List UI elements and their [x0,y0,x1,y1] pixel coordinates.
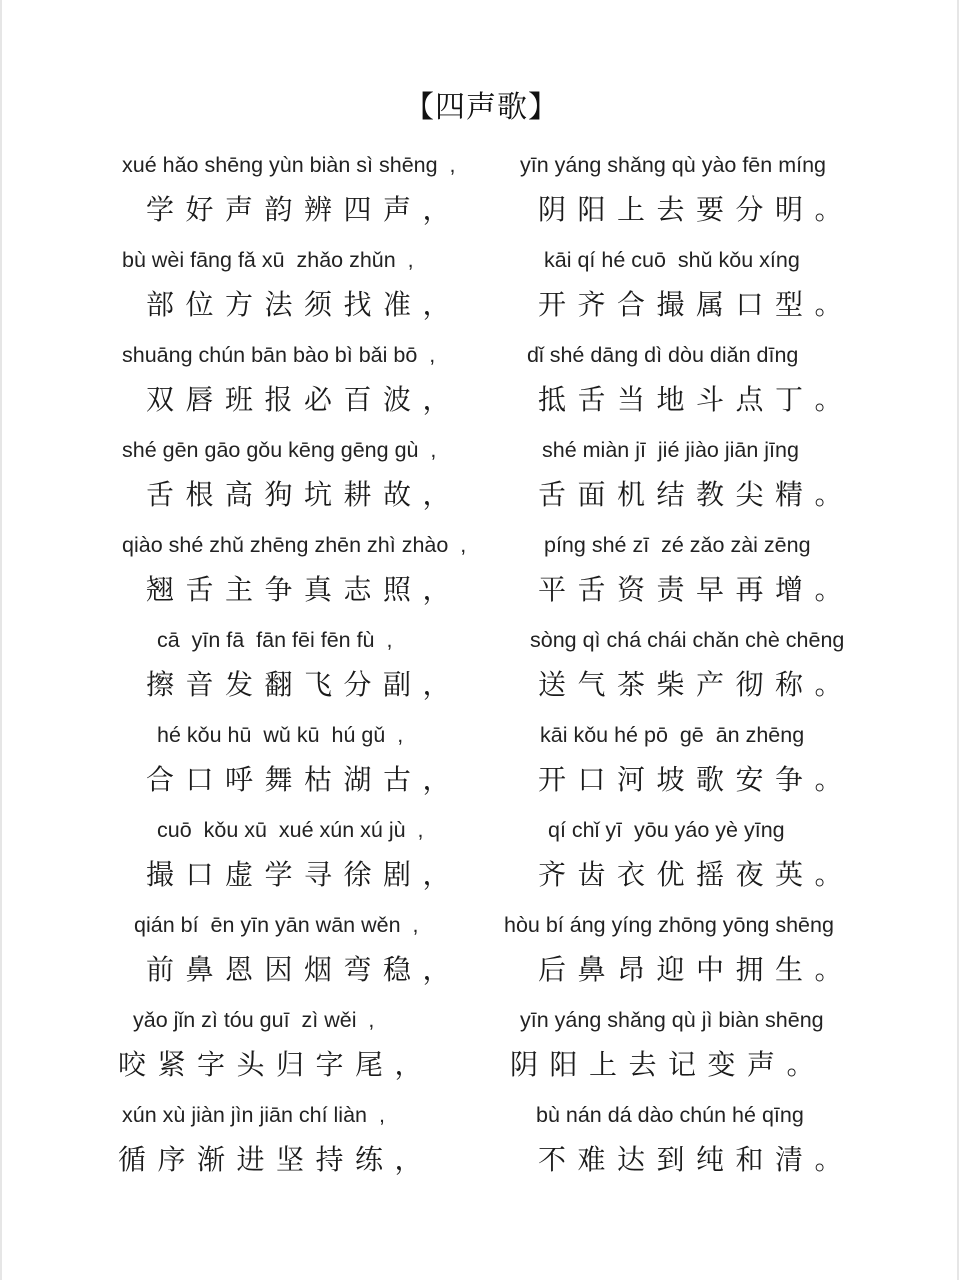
stanza-11 [2,1100,959,1195]
hanzi-line-left: 翘舌主争真志照， [146,573,463,606]
hanzi-line-left: 学好声韵辨四声， [146,193,463,226]
pinyin-line-left: qiào shé zhǔ zhēng zhēn zhì zhào , [122,533,467,557]
pinyin-line-right: shé miàn jī jié jiào jiān jīng [542,438,799,462]
hanzi-line-left: 合口呼舞枯湖古， [146,763,463,796]
hanzi-line-right: 齐齿衣优摇夜英。 [538,858,855,891]
stanza-1 [2,150,959,245]
pinyin-line-left: bù wèi fāng fǎ xū zhǎo zhǔn , [122,248,414,272]
pinyin-line-left: shé gēn gāo gǒu kēng gēng gù , [122,438,437,462]
hanzi-line-left: 舌根高狗坑耕故， [146,478,463,511]
pinyin-line-left: cuō kǒu xū xué xún xú jù , [157,818,424,842]
stanza-6 [2,625,959,720]
hanzi-line-right: 抵舌当地斗点丁。 [538,383,855,416]
hanzi-line-right: 开齐合撮属口型。 [538,288,855,321]
hanzi-line-right: 开口河坡歌安争。 [538,763,855,796]
stanza-3 [2,340,959,435]
hanzi-line-right: 舌面机结教尖精。 [538,478,855,511]
pinyin-line-left: shuāng chún bān bào bì bǎi bō , [122,343,436,367]
hanzi-line-right: 阴阳上去要分明。 [538,193,855,226]
stanza-7 [2,720,959,815]
stanza-5 [2,530,959,625]
pinyin-line-left: xún xù jiàn jìn jiān chí liàn , [122,1103,385,1127]
pinyin-line-right: hòu bí áng yíng zhōng yōng shēng [504,913,834,937]
hanzi-line-right: 不难达到纯和清。 [538,1143,855,1176]
hanzi-line-left: 擦音发翻飞分副， [146,668,463,701]
pinyin-line-right: dǐ shé dāng dì dòu diǎn dīng [527,343,799,367]
pinyin-line-right: bù nán dá dào chún hé qīng [536,1103,804,1127]
hanzi-line-right: 后鼻昂迎中拥生。 [538,953,855,986]
stanza-8 [2,815,959,910]
hanzi-line-right: 平舌资责早再增。 [538,573,855,606]
pinyin-line-left: cā yīn fā fān fēi fēn fù , [157,628,393,652]
pinyin-line-right: kāi kǒu hé pō gē ān zhēng [540,723,805,747]
pinyin-line-right: yīn yáng shǎng qù yào fēn míng [520,153,826,177]
hanzi-line-right: 阴阳上去记变声。 [510,1048,827,1081]
hanzi-line-left: 咬紧字头归字尾， [118,1048,435,1081]
stanza-2 [2,245,959,340]
hanzi-line-left: 撮口虚学寻徐剧， [146,858,463,891]
hanzi-line-left: 循序渐进坚持练， [118,1143,435,1176]
pinyin-line-left: hé kǒu hū wǔ kū hú gǔ , [157,723,404,747]
pinyin-line-left: qián bí ēn yīn yān wān wěn , [134,913,419,937]
stanza-10 [2,1005,959,1100]
poem-title: 【四声歌】 [404,90,559,125]
pinyin-line-right: píng shé zī zé zǎo zài zēng [544,533,811,557]
stanza-9 [2,910,959,1005]
hanzi-line-left: 双唇班报必百波， [146,383,463,416]
pinyin-line-right: kāi qí hé cuō shǔ kǒu xíng [544,248,800,272]
pinyin-line-right: yīn yáng shǎng qù jì biàn shēng [520,1008,824,1032]
pinyin-line-right: qí chǐ yī yōu yáo yè yīng [548,818,785,842]
pinyin-line-left: xué hǎo shēng yùn biàn sì shēng , [122,153,456,177]
stanza-4 [2,435,959,530]
pinyin-line-left: yǎo jǐn zì tóu guī zì wěi , [133,1008,375,1032]
hanzi-line-left: 前鼻恩因烟弯稳， [146,953,463,986]
hanzi-line-right: 送气茶柴产彻称。 [538,668,855,701]
hanzi-line-left: 部位方法须找准， [146,288,463,321]
pinyin-line-right: sòng qì chá chái chǎn chè chēng [530,628,845,652]
